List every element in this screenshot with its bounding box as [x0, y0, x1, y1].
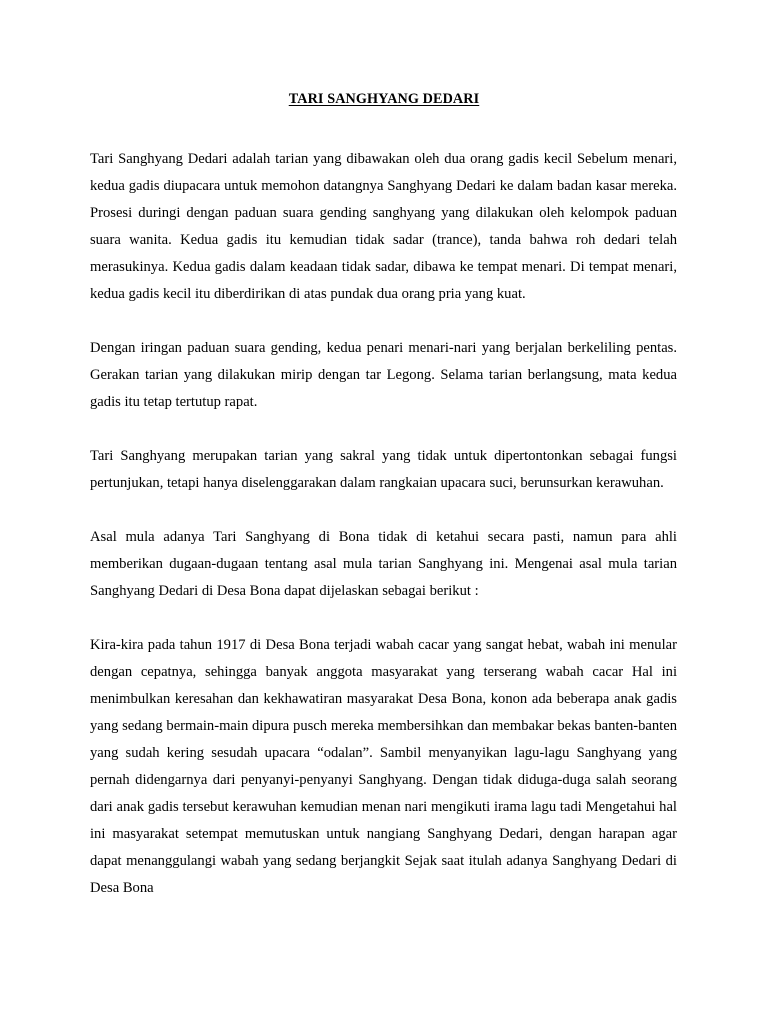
paragraph-4: Asal mula adanya Tari Sanghyang di Bona tidak di ketahui secara pasti, namun para ahli memberikan dugaan-dugaan tentang asal mula tarian Sanghyang ini. Mengenai asal mula tarian Sanghyang Dedari di Desa Bona dapat dijelaskan sebagai berikut :: [90, 529, 677, 599]
paragraph-2: Dengan iringan paduan suara gending, kedua penari menari-nari yang berjalan berkeliling pentas. Gerakan tarian yang dilakukan mirip dengan tar Legong. Selama tarian berlangsung, mata kedua gadis itu tetap tertutup rapat.: [90, 340, 677, 410]
document-body: [90, 146, 677, 929]
paragraph-1: Tari Sanghyang Dedari adalah tarian yang dibawakan oleh dua orang gadis kecil Sebelum menari, kedua gadis diupacara untuk memohon datangnya Sanghyang Dedari ke dalam badan kasar mereka. Prosesi duringi dengan paduan suara gending sanghyang yang dilakukan oleh kelompok paduan suara wanita. Kedua gadis itu kemudian tidak sadar (trance), tanda bahwa roh dedari telah merasukinya. Kedua gadis dalam keadaan tidak sadar, dibawa ke tempat menari. Di tempat menari, kedua gadis kecil itu diberdirikan di atas pundak dua orang pria yang kuat.: [90, 151, 677, 302]
document-title: TARI SANGHYANG DEDARI: [288, 91, 480, 107]
paragraph-5: Kira-kira pada tahun 1917 di Desa Bona terjadi wabah cacar yang sangat hebat, wabah ini menular dengan cepatnya, sehingga banyak anggota masyarakat yang terserang wabah cacar Hal ini menimbulkan keresahan dan kekhawatiran masyarakat Desa Bona, konon ada beberapa anak gadis yang sedang bermain-main dipura pusch mereka membersihkan dan membakar bekas banten-banten yang sudah kering sesudah upacara “odalan”. Sambil menyanyikan lagu-lagu Sanghyang yang pernah didengarnya dari penyanyi-penyanyi Sanghyang. Dengan tidak diduga-duga salah seorang dari anak gadis tersebut kerawuhan kemudian menan nari mengikuti irama lagu tadi Mengetahui hal ini masyarakat setempat memutuskan untuk nangiang Sanghyang Dedari, dengan harapan agar dapat menanggulangi wabah yang sedang berjangkit Sejak saat itulah adanya Sanghyang Dedari di Desa Bona: [90, 637, 677, 896]
paragraph-3: Tari Sanghyang merupakan tarian yang sakral yang tidak untuk dipertontonkan sebagai fungsi pertunjukan, tetapi hanya diselenggarakan dalam rangkaian upacara suci, berunsurkan kerawuhan.: [90, 448, 677, 491]
